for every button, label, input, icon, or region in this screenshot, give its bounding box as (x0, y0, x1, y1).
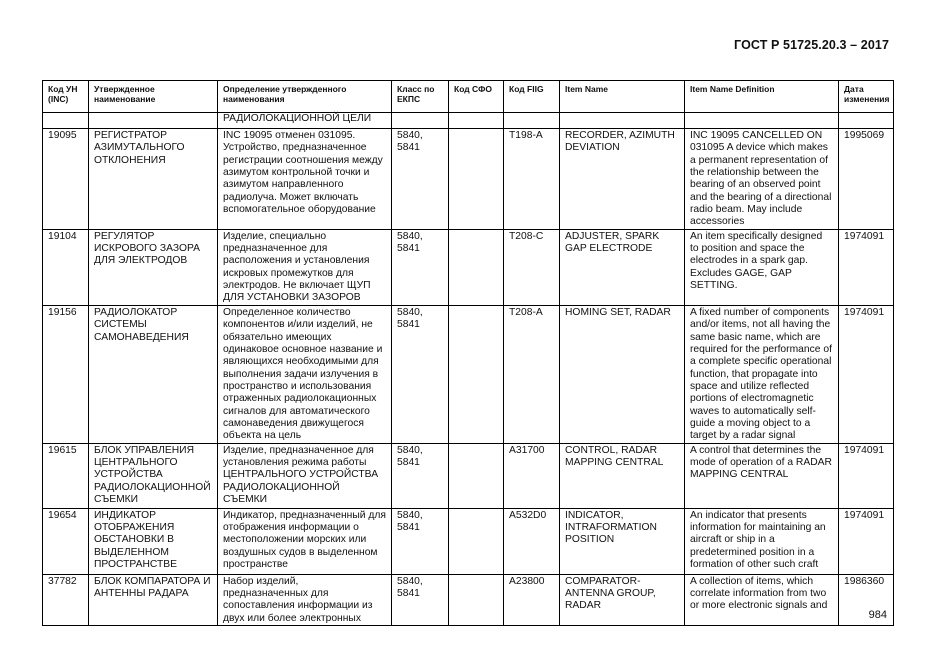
fiig-cell: A31700 (504, 443, 560, 508)
fiig-cell: T208-A (504, 305, 560, 443)
date-cell: 1995069 (839, 129, 894, 230)
col-header-date: Дата изменения (839, 81, 894, 113)
sfo-cell (449, 305, 504, 443)
fsc-cell: 5840, 5841 (392, 443, 449, 508)
inc-cell: 19156 (43, 305, 89, 443)
date-cell: 1974091 (839, 443, 894, 508)
date-cell: 1986360 (839, 574, 894, 625)
item-name-cell: HOMING SET, RADAR (560, 305, 685, 443)
table-row (43, 129, 894, 230)
date-cell: 1974091 (839, 305, 894, 443)
col-header-item-def: Item Name Definition (685, 81, 839, 113)
inc-cell: 19095 (43, 129, 89, 230)
fiig-cell: T208-C (504, 229, 560, 305)
definition-cell: INC 19095 отменен 031095. Устройство, предназначенное регистрации соотношения между азимутом контрольной точки и азимутом направленного радиолуча. Может включать вспомогательное оборудование (218, 129, 392, 230)
name-cell: РЕГИСТРАТОР АЗИМУТАЛЬНОГО ОТКЛОНЕНИЯ (89, 129, 218, 230)
sfo-cell (449, 443, 504, 508)
item-name-cell: ADJUSTER, SPARK GAP ELECTRODE (560, 229, 685, 305)
definition-cell: Изделие, предназначенное для установления режима работы ЦЕНТРАЛЬНОГО УСТРОЙСТВА РАДИОЛОКАЦИОННОЙ СЪЕМКИ (218, 443, 392, 508)
fsc-cell: 5840, 5841 (392, 129, 449, 230)
item-def-text: An item specifically designed to position and space the electrodes in a spark gap. Excludes GAGE, GAP SETTING. (690, 230, 823, 292)
item-def-text: A control that determines the mode of operation of a RADAR MAPPING CENTRAL (690, 444, 832, 481)
continuation-row (43, 113, 894, 129)
item-def-text: A fixed number of components and/or items, not all having the same basic name, which are required for the performance of a complete specific operational function, that propagate into space and utilize reflected portions of electromagnetic waves to automatically self-guide a moving object to a target by a radar signal (690, 306, 832, 442)
fsc-cell: 5840, 5841 (392, 229, 449, 305)
col-header-item-name: Item Name (560, 81, 685, 113)
item-name-cell: COMPARATOR-ANTENNA GROUP, RADAR (560, 574, 685, 625)
document-header: ГОСТ Р 51725.20.3 – 2017 (734, 38, 889, 52)
data-table (42, 80, 894, 626)
item-def-text: A collection of items, which correlate information from two or more electronic signals and (690, 575, 828, 612)
inc-cell: 37782 (43, 574, 89, 625)
table-row (43, 305, 894, 443)
fiig-cell: A23800 (504, 574, 560, 625)
header-row (43, 81, 894, 113)
definition-cell: Определенное количество компонентов и/или изделий, не обязательно имеющих одинаковое основное название и являющихся необходимыми для выполнения задачи излучения в пространство и использования отраженных радиолокационных сигналов для автоматического самонаведения движущегося объекта на цель (218, 305, 392, 443)
fsc-cell: 5840, 5841 (392, 305, 449, 443)
definition-cell: Индикатор, предназначенный для отображения информации о местоположении морских или воздушных судов в выделенном пространстве (218, 508, 392, 574)
item-def-cell (685, 443, 839, 508)
item-def-cell (685, 508, 839, 574)
sfo-cell (449, 129, 504, 230)
name-cell: БЛОК УПРАВЛЕНИЯ ЦЕНТРАЛЬНОГО УСТРОЙСТВА РАДИОЛОКАЦИОННОЙ СЪЕМКИ (89, 443, 218, 508)
sfo-cell (449, 508, 504, 574)
fsc-cell: 5840, 5841 (392, 508, 449, 574)
page-number: 984 (868, 609, 887, 621)
col-header-fsc: Класс по ЕКПС (392, 81, 449, 113)
inc-cell: 19654 (43, 508, 89, 574)
name-cell: БЛОК КОМПАРАТОРА И АНТЕННЫ РАДАРА (89, 574, 218, 625)
item-def-cell (685, 129, 839, 230)
item-name-cell: CONTROL, RADAR MAPPING CENTRAL (560, 443, 685, 508)
table-row (43, 443, 894, 508)
definition-cell: Набор изделий, предназначенных для сопоставления информации из двух или более электронных (218, 574, 392, 625)
date-cell: 1974091 (839, 508, 894, 574)
name-cell: ИНДИКАТОР ОТОБРАЖЕНИЯ ОБСТАНОВКИ В ВЫДЕЛЕННОМ ПРОСТРАНСТВЕ (89, 508, 218, 574)
fsc-cell: 5840, 5841 (392, 574, 449, 625)
item-def-cell (685, 305, 839, 443)
date-cell: 1974091 (839, 229, 894, 305)
definition-cell: РАДИОЛОКАЦИОННОЙ ЦЕЛИ (218, 113, 392, 129)
name-cell: РЕГУЛЯТОР ИСКРОВОГО ЗАЗОРА ДЛЯ ЭЛЕКТРОДОВ (89, 229, 218, 305)
fiig-cell: A532D0 (504, 508, 560, 574)
item-def-text: An indicator that presents information for maintaining an aircraft or ship in a predetermined position in a formation of other such craft (690, 509, 826, 570)
col-header-fiig: Код FIIG (504, 81, 560, 113)
item-name-cell: RECORDER, AZIMUTH DEVIATION (560, 129, 685, 230)
inc-cell: 19615 (43, 443, 89, 508)
inc-cell: 19104 (43, 229, 89, 305)
table-row (43, 574, 894, 625)
name-cell: РАДИОЛОКАТОР СИСТЕМЫ САМОНАВЕДЕНИЯ (89, 305, 218, 443)
item-def-text: INC 19095 CANCELLED ON 031095 A device which makes a permanent representation of the relationship between the bearing of an observed point and the bearing of a directional radio beam. May include accessories (690, 130, 832, 228)
sfo-cell (449, 229, 504, 305)
fiig-cell: T198-A (504, 129, 560, 230)
sfo-cell (449, 574, 504, 625)
col-header-inc: Код УН (INC) (43, 81, 89, 113)
col-header-name: Утвержденное наименование (89, 81, 218, 113)
table-row (43, 229, 894, 305)
item-def-cell (685, 229, 839, 305)
col-header-sfo: Код СФО (449, 81, 504, 113)
table-row (43, 508, 894, 574)
item-def-cell (685, 574, 839, 625)
definition-cell: Изделие, специально предназначенное для расположения и установления искровых промежутков для электродов. Не включает ЩУП ДЛЯ УСТАНОВКИ ЗАЗОРОВ (218, 229, 392, 305)
item-name-cell: INDICATOR, INTRAFORMATION POSITION (560, 508, 685, 574)
col-header-definition: Определение утвержденного наименования (218, 81, 392, 113)
